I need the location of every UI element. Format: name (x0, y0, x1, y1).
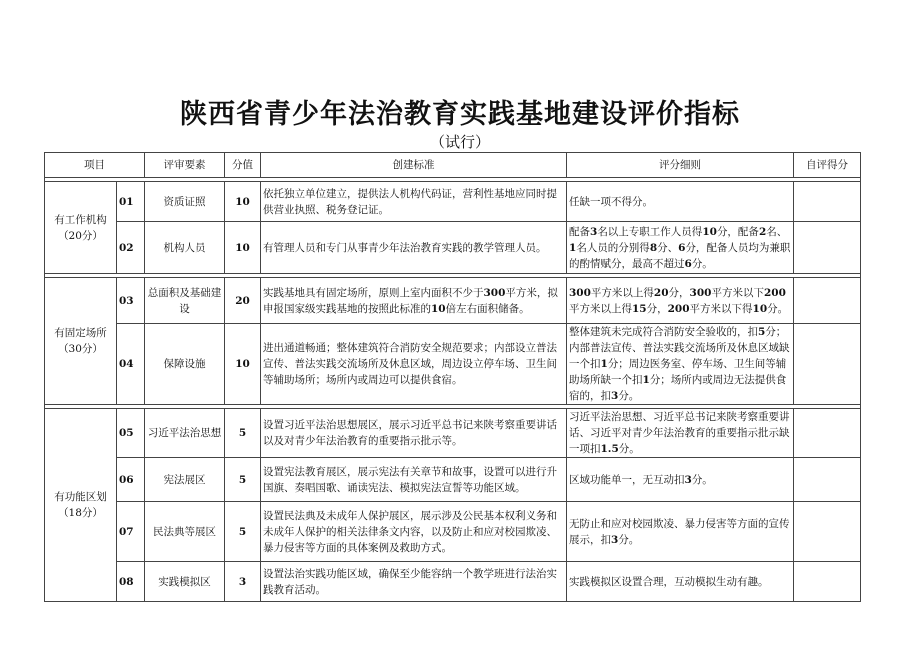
row-number: 05 (117, 409, 145, 458)
row-self-score[interactable] (794, 562, 861, 602)
row-element: 民法典等展区 (145, 502, 225, 562)
row-score: 20 (225, 278, 261, 324)
row-number: 01 (117, 182, 145, 222)
table-row (45, 222, 861, 274)
row-standard: 进出通道畅通；整体建筑符合消防安全规范要求；内部设立普法宣传、普法实践交流场所及休息区域，周边设立停车场、卫生间等辅助场所；场所内或周边可以提供食宿。 (261, 324, 567, 405)
row-element: 资质证照 (145, 182, 225, 222)
row-element: 习近平法治思想 (145, 409, 225, 458)
row-rule: 无防止和应对校园欺凌、暴力侵害等方面的宣传展示，扣3分。 (567, 502, 794, 562)
row-number: 08 (117, 562, 145, 602)
table-row (45, 502, 861, 562)
page-title: 陕西省青少年法治教育实践基地建设评价指标 (180, 99, 740, 130)
table-row (45, 458, 861, 502)
table-row (45, 182, 861, 222)
row-number: 06 (117, 458, 145, 502)
row-score: 5 (225, 409, 261, 458)
row-self-score[interactable] (794, 222, 861, 274)
header-standard: 创建标准 (261, 153, 567, 178)
row-rule: 整体建筑未完成符合消防安全验收的，扣5分；内部普法宣传、普法实践交流场所及休息区域缺一个扣1分；周边医务室、停车场、卫生间等辅助场所缺一个扣1分；场所内或周边无法提供食宿的，扣3分。 (567, 324, 794, 405)
row-rule: 300平方米以上得20分，300平方米以下200平方米以上得15分，200平方米以下得10分。 (567, 278, 794, 324)
header-score: 分值 (225, 153, 261, 178)
row-score: 5 (225, 502, 261, 562)
header-rule: 评分细则 (567, 153, 794, 178)
table-row (45, 324, 861, 405)
row-score: 5 (225, 458, 261, 502)
row-number: 03 (117, 278, 145, 324)
header-self-score: 自评得分 (794, 153, 861, 178)
row-element: 实践模拟区 (145, 562, 225, 602)
row-standard: 设置习近平法治思想展区，展示习近平总书记来陕考察重要讲话以及对青少年法治教育的重要指示批示等。 (261, 409, 567, 458)
evaluation-table (44, 152, 861, 602)
row-standard: 设置法治实践功能区域，确保至少能容纳一个教学班进行法治实践教育活动。 (261, 562, 567, 602)
row-self-score[interactable] (794, 324, 861, 405)
row-element: 宪法展区 (145, 458, 225, 502)
row-number: 04 (117, 324, 145, 405)
row-rule: 配备3名以上专职工作人员得10分，配备2名、1名人员的分别得8分、6分，配备人员均为兼职的酌情赋分，最高不超过6分。 (567, 222, 794, 274)
row-score: 3 (225, 562, 261, 602)
row-rule: 任缺一项不得分。 (567, 182, 794, 222)
row-score: 10 (225, 324, 261, 405)
row-element: 总面积及基础建设 (145, 278, 225, 324)
row-score: 10 (225, 222, 261, 274)
row-standard: 设置宪法教育展区，展示宪法有关章节和故事，设置可以进行升国旗、奏唱国歌、诵读宪法、模拟宪法宣誓等功能区域。 (261, 458, 567, 502)
table-row (45, 562, 861, 602)
row-standard: 实践基地具有固定场所，原则上室内面积不少于300平方米，拟申报国家级实践基地的按照此标准的10倍左右面积储备。 (261, 278, 567, 324)
row-self-score[interactable] (794, 502, 861, 562)
row-standard: 设置民法典及未成年人保护展区，展示涉及公民基本权利义务和未成年人保护的相关法律条文内容，以及防止和应对校园欺凌、暴力侵害等方面的具体案例及救助方式。 (261, 502, 567, 562)
row-self-score[interactable] (794, 409, 861, 458)
row-standard: 有管理人员和专门从事青少年法治教育实践的教学管理人员。 (261, 222, 567, 274)
category-cell: 有工作机构（20分） (45, 182, 117, 274)
row-rule: 实践模拟区设置合理，互动模拟生动有趣。 (567, 562, 794, 602)
table-row (45, 278, 861, 324)
category-cell: 有固定场所（30分） (45, 278, 117, 405)
table-row (45, 409, 861, 458)
category-cell: 有功能区划（18分） (45, 409, 117, 602)
row-number: 07 (117, 502, 145, 562)
row-element: 保障设施 (145, 324, 225, 405)
row-element: 机构人员 (145, 222, 225, 274)
row-self-score[interactable] (794, 278, 861, 324)
header-category: 项目 (45, 153, 145, 178)
row-self-score[interactable] (794, 182, 861, 222)
row-number: 02 (117, 222, 145, 274)
row-self-score[interactable] (794, 458, 861, 502)
row-rule: 区域功能单一，无互动扣3分。 (567, 458, 794, 502)
row-rule: 习近平法治思想、习近平总书记来陕考察重要讲话、习近平对青少年法治教育的重要指示批示缺一项扣1.5分。 (567, 409, 794, 458)
header-row (45, 153, 861, 178)
header-element: 评审要素 (145, 153, 225, 178)
page-subtitle: （试行） (429, 133, 490, 151)
row-score: 10 (225, 182, 261, 222)
row-standard: 依托独立单位建立，提供法人机构代码证，营利性基地应同时提供营业执照、税务登记证。 (261, 182, 567, 222)
